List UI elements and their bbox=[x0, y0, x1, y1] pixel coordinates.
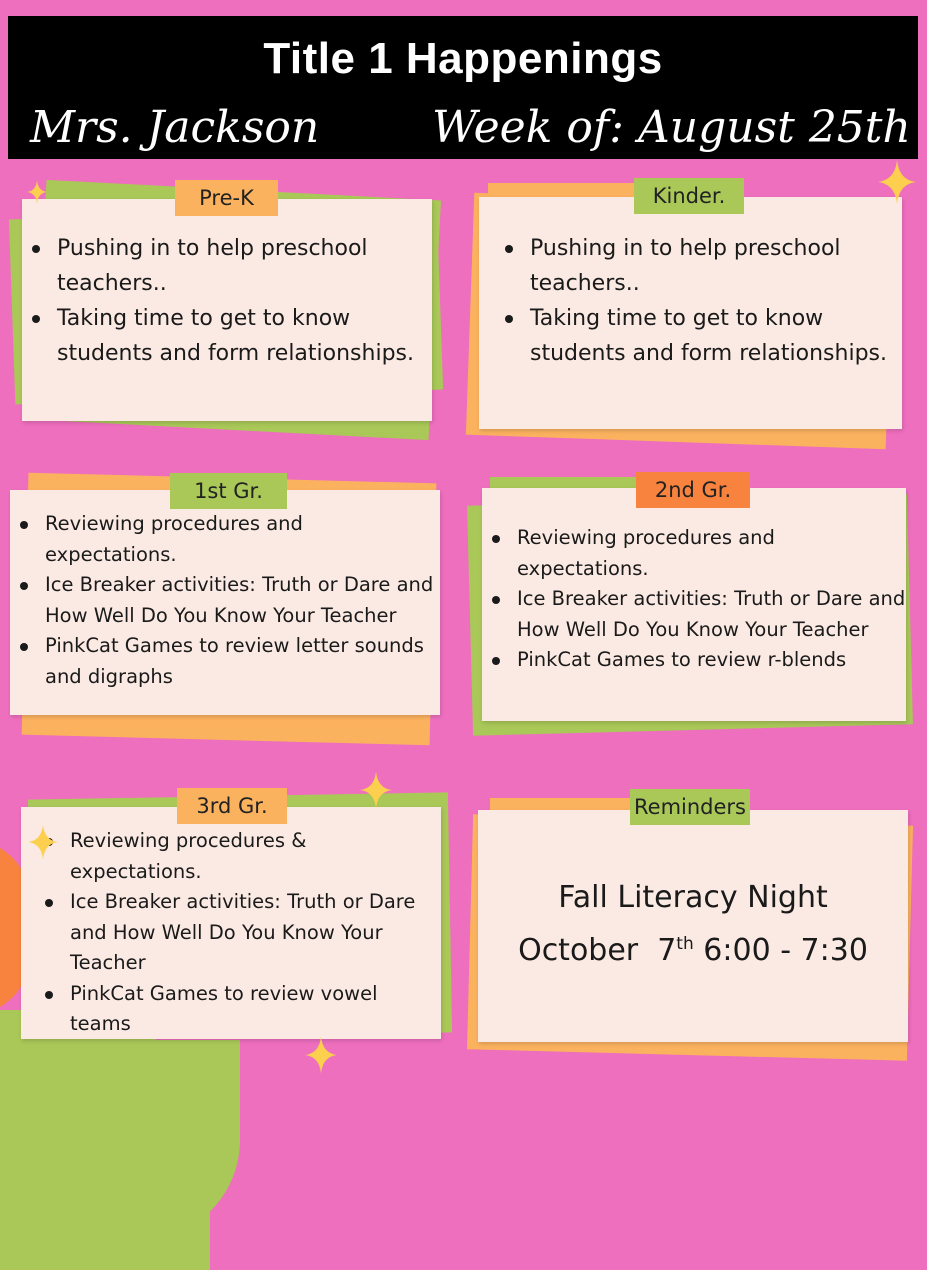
reminder-time: 6:00 - 7:30 bbox=[693, 933, 868, 968]
second-grade-card bbox=[482, 488, 906, 721]
reminder-date-day: October 7 bbox=[518, 933, 677, 968]
list-item: PinkCat Games to review vowel teams bbox=[35, 979, 441, 1040]
third-grade-list bbox=[21, 807, 441, 1040]
second-grade-list bbox=[482, 488, 906, 676]
sparkle-icon bbox=[27, 180, 47, 204]
kinder-card bbox=[479, 197, 902, 429]
third-grade-card bbox=[21, 807, 441, 1039]
list-item: Taking time to get to know students and form relationships. bbox=[22, 301, 432, 371]
reminder-date-suffix: th bbox=[676, 934, 694, 954]
list-item: Reviewing procedures and expectations. bbox=[482, 523, 906, 584]
prek-label: Pre-K bbox=[175, 180, 278, 216]
first-grade-card bbox=[10, 490, 440, 715]
kinder-list bbox=[479, 197, 902, 371]
list-item: PinkCat Games to review letter sounds and digraphs bbox=[10, 631, 440, 692]
sparkle-icon bbox=[305, 1035, 337, 1075]
week-of-date: Week of: August 25th bbox=[432, 102, 911, 153]
prek-card bbox=[22, 199, 432, 421]
first-grade-label: 1st Gr. bbox=[170, 473, 287, 509]
list-item: Ice Breaker activities: Truth or Dare and How Well Do You Know Your Teacher bbox=[482, 584, 906, 645]
header-banner bbox=[8, 16, 918, 159]
list-item: PinkCat Games to review r-blends bbox=[482, 645, 906, 676]
teacher-name: Mrs. Jackson bbox=[30, 102, 320, 153]
reminders-label: Reminders bbox=[630, 789, 750, 825]
third-grade-label: 3rd Gr. bbox=[177, 788, 287, 824]
reminders-card bbox=[478, 810, 908, 1042]
list-item: Reviewing procedures and expectations. bbox=[10, 509, 440, 570]
list-item: Reviewing procedures & expectations. bbox=[35, 826, 441, 887]
list-item: Pushing in to help preschool teachers.. bbox=[495, 231, 902, 301]
page-title: Title 1 Happenings bbox=[263, 34, 663, 83]
sparkle-icon bbox=[28, 823, 58, 861]
second-grade-label: 2nd Gr. bbox=[636, 472, 750, 508]
sparkle-icon bbox=[360, 770, 392, 810]
list-item: Taking time to get to know students and form relationships. bbox=[495, 301, 902, 371]
kinder-label: Kinder. bbox=[634, 178, 744, 214]
reminder-date bbox=[478, 921, 908, 974]
decorative-green-shape bbox=[120, 1040, 240, 1240]
reminder-event: Fall Literacy Night bbox=[558, 880, 828, 915]
list-item: Ice Breaker activities: Truth or Dare and How Well Do You Know Your Teacher bbox=[10, 570, 440, 631]
prek-list bbox=[22, 199, 432, 371]
first-grade-list bbox=[10, 490, 440, 692]
list-item: Pushing in to help preschool teachers.. bbox=[22, 231, 432, 301]
list-item: Ice Breaker activities: Truth or Dare and How Well Do You Know Your Teacher bbox=[35, 887, 441, 979]
sparkle-icon bbox=[878, 160, 916, 204]
